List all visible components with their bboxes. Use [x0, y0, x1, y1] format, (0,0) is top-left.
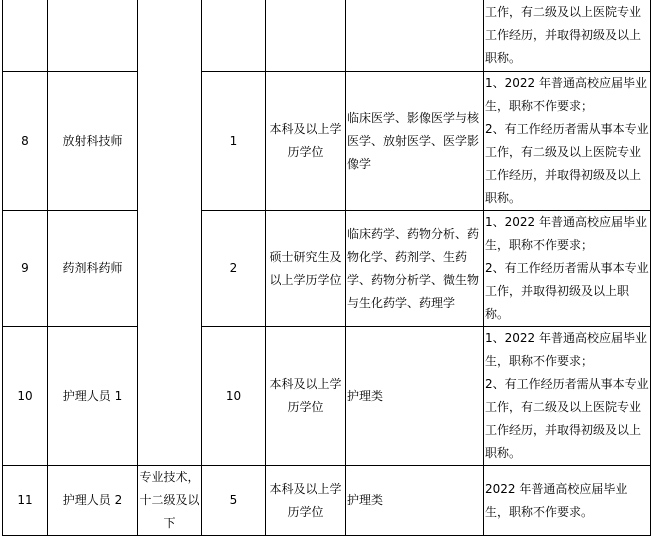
row-position: 护理人员 2	[48, 466, 138, 536]
row-no	[3, 0, 48, 72]
table-row	[3, 72, 651, 211]
row-position: 药剂科药师	[48, 211, 138, 327]
row-count: 1	[202, 72, 266, 211]
row-category	[138, 327, 202, 466]
row-major	[346, 0, 484, 72]
row-count: 10	[202, 327, 266, 466]
row-requirements: 2022 年普通高校应届毕业生，职称不作要求。	[484, 466, 651, 536]
row-education	[266, 0, 346, 72]
row-major: 护理类	[346, 327, 484, 466]
row-major: 临床药学、药物分析、药物化学、药剂学、生药学、药物分析学、微生物与生化药学、药理学	[346, 211, 484, 327]
table-row	[3, 466, 651, 536]
row-requirements: 1、2022 年普通高校应届毕业生，职称不作要求； 2、有工作经历者需从事本专业工作，有二级及以上医院专业工作经历，并取得初级及以上职称。	[484, 72, 651, 211]
row-position	[48, 0, 138, 72]
row-position: 放射科技师	[48, 72, 138, 211]
row-no: 9	[3, 211, 48, 327]
row-category: 专业技术，十二级及以下	[138, 466, 202, 536]
row-no: 11	[3, 466, 48, 536]
row-no: 8	[3, 72, 48, 211]
recruitment-table	[2, 0, 651, 536]
row-requirements: 1、2022 年普通高校应届毕业生，职称不作要求； 2、有工作经历者需从事本专业工作，有二级及以上医院专业工作经历，并取得初级及以上职称。	[484, 327, 651, 466]
row-count: 2	[202, 211, 266, 327]
table-row	[3, 0, 651, 72]
row-education: 本科及以上学历学位	[266, 327, 346, 466]
row-requirements: 1、2022 年普通高校应届毕业生，职称不作要求； 2、有工作经历者需从事本专业工作，并取得初级及以上职称。	[484, 211, 651, 327]
row-category	[138, 0, 202, 72]
row-count: 5	[202, 466, 266, 536]
row-major: 临床医学、影像医学与核医学、放射医学、医学影像学	[346, 72, 484, 211]
table-row	[3, 327, 651, 466]
row-requirements: 工作，有二级及以上医院专业工作经历，并取得初级及以上职称。	[484, 0, 651, 72]
row-position: 护理人员 1	[48, 327, 138, 466]
row-education: 本科及以上学历学位	[266, 466, 346, 536]
row-count	[202, 0, 266, 72]
row-category	[138, 72, 202, 211]
row-education: 本科及以上学历学位	[266, 72, 346, 211]
row-major: 护理类	[346, 466, 484, 536]
row-no: 10	[3, 327, 48, 466]
row-education: 硕士研究生及以上学历学位	[266, 211, 346, 327]
table-row	[3, 211, 651, 327]
row-category	[138, 211, 202, 327]
